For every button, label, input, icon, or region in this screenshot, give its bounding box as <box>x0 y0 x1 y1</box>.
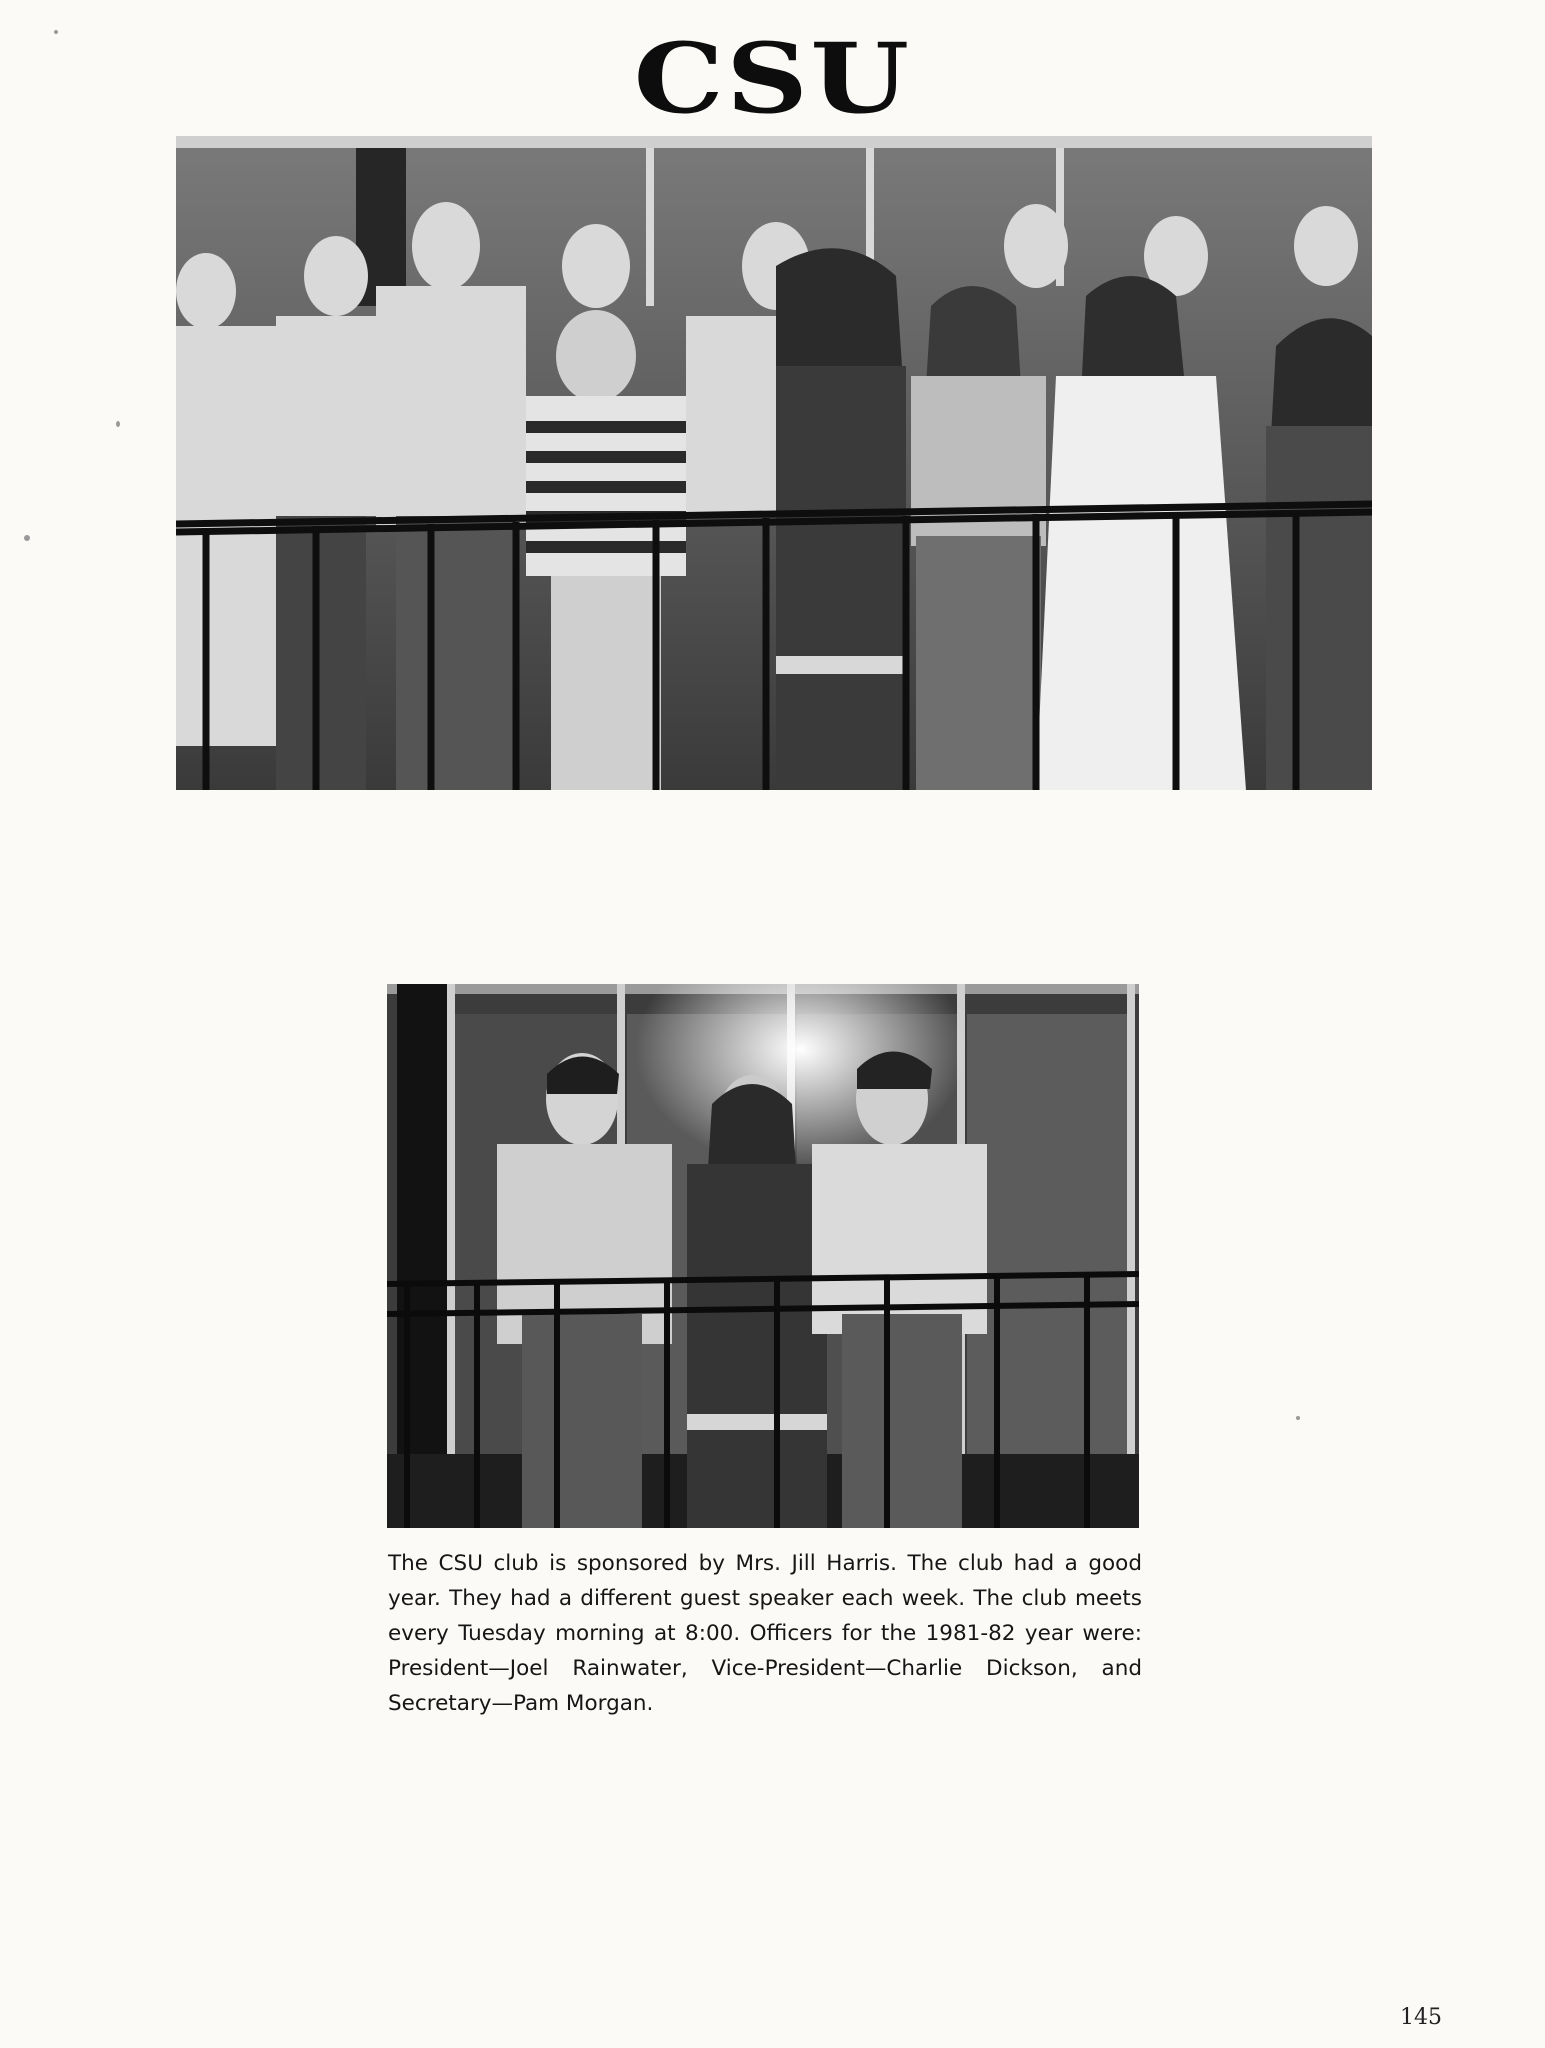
paper-speck <box>116 421 120 427</box>
caption: The CSU club is sponsored by Mrs. Jill Harris. The club had a good year. They had a different guest speaker each week. The club meets every Tuesday morning at 8:00. Officers for the 1981-82 year were: President—Joel Rainwater, Vice-President—Charlie Dickson, and Secretary—Pam Morgan. <box>388 1551 1142 1716</box>
paper-speck <box>1296 1416 1300 1420</box>
page-title: CSU <box>633 22 912 135</box>
paper-speck <box>24 535 30 541</box>
page-number: 145 <box>1400 2005 1442 2030</box>
group-photo <box>176 136 1372 790</box>
paper-speck <box>54 30 58 34</box>
officers-photo <box>387 984 1139 1528</box>
